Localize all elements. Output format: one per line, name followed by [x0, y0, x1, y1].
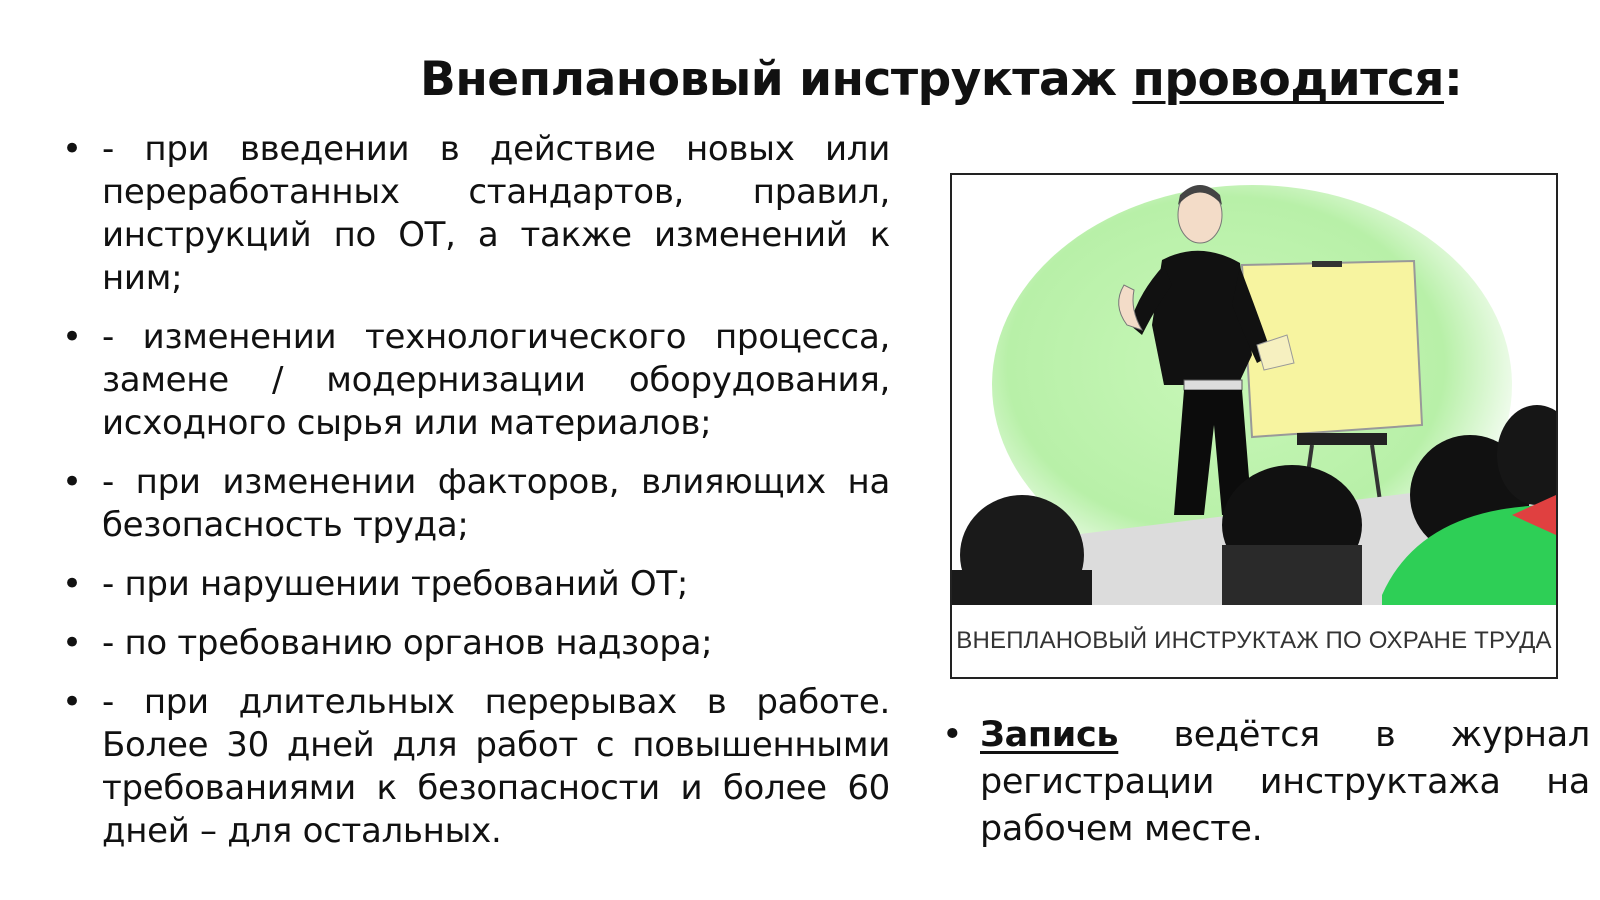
easel-tray	[1297, 433, 1387, 445]
classroom-illustration	[952, 175, 1556, 605]
bullet-list	[60, 128, 890, 869]
note-text: ведётся в журнал регистрации инструктажа на рабочем месте.	[980, 715, 1590, 849]
title-prefix: Внеплановый инструктаж	[420, 52, 1133, 107]
list-item: • - изменении технологического процесса, замене / модернизации оборудования, исходного сырья или материалов;	[60, 316, 890, 445]
figure-caption: ВНЕПЛАНОВЫЙ ИНСТРУКТАЖ ПО ОХРАНЕ ТРУДА	[952, 605, 1556, 677]
list-item: • - по требованию органов надзора;	[60, 622, 890, 665]
journal-note	[940, 712, 1590, 853]
note-key: Запись	[980, 715, 1119, 755]
title-suffix: :	[1443, 52, 1463, 107]
list-item: • - при длительных перерывах в работе. Более 30 дней для работ с повышенными требованиями к безопасности и более 60 дней – для остальных.	[60, 681, 890, 853]
list-item: • - при введении в действие новых или переработанных стандартов, правил, инструкций по ОТ, а также изменений к ним;	[60, 128, 890, 300]
title-emphasis: проводится	[1132, 52, 1444, 107]
list-item: • - при нарушении требований ОТ;	[60, 563, 890, 606]
instruction-illustration	[950, 173, 1558, 679]
list-item: • - при изменении факторов, влияющих на безопасность труда;	[60, 461, 890, 547]
slide-title	[420, 52, 1500, 107]
